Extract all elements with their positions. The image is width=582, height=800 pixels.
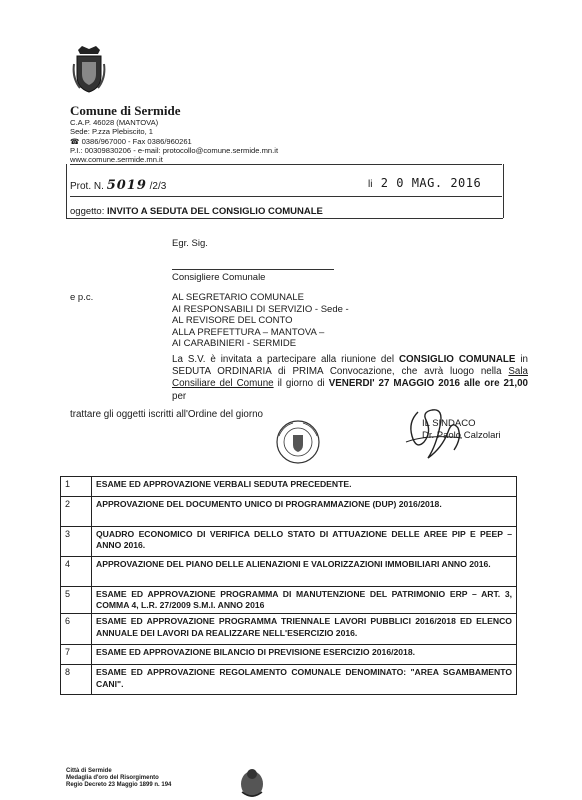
invite-underlined: Sala Consiliare del Comune [172, 366, 528, 390]
protocol-divider [70, 196, 502, 197]
address-line: www.comune.sermide.mn.it [70, 155, 163, 165]
recipient-role: Consigliere Comunale [172, 272, 266, 283]
invite-last-line: trattare gli oggetti iscritti all'Ordine del giorno [70, 409, 264, 420]
footer-line: Regio Decreto 23 Maggio 1899 n. 194 [66, 782, 172, 788]
subject-divider [66, 218, 503, 219]
agenda-row [61, 527, 517, 557]
invite-bold: CONSIGLIO COMUNALE [398, 354, 516, 365]
cc-item: AI CARABINIERI - SERMIDE [172, 338, 297, 350]
official-seal-stamp [269, 418, 327, 466]
signature-title: IL SINDACO [422, 418, 476, 429]
footer-line: Città di Sermide [66, 768, 112, 774]
agenda-item-text: ESAME ED APPROVAZIONE BILANCIO DI PREVISIONE ESERCIZIO 2016/2018. [92, 645, 517, 665]
agenda-row [61, 477, 517, 497]
agenda-number: 1 [61, 477, 92, 497]
agenda-table [60, 476, 517, 695]
comune-name: Comune di Sermide [70, 103, 181, 118]
salutation: Egr. Sig. [172, 238, 208, 249]
agenda-row [61, 665, 517, 695]
protocol-row [70, 178, 166, 193]
agenda-number: 7 [61, 645, 92, 665]
address-block [70, 118, 278, 164]
invite-text: per [172, 390, 187, 402]
invite-text: il giorno di [273, 378, 329, 390]
footer-emblem [236, 766, 268, 800]
cc-item: AL SEGRETARIO COMUNALE [172, 292, 304, 303]
agenda-item-text: APPROVAZIONE DEL PIANO DELLE ALIENAZIONI E VALORIZZAZIONI IMMOBILIARI ANNO 2016. [92, 557, 517, 587]
subject-line [70, 206, 323, 217]
agenda-number: 5 [61, 587, 92, 614]
comune-crest-logo [72, 44, 106, 94]
agenda-item-text: ESAME ED APPROVAZIONE PROGRAMMA TRIENNALE LAVORI PUBBLICI 2016/2018 ED ELENCO ANNUALE DEI LAVORI DA REALIZZARE NELL'ESERCIZIO 2016. [92, 614, 517, 645]
agenda-number: 8 [61, 665, 92, 695]
subject-label: oggetto: [70, 206, 105, 217]
agenda-item-text: QUADRO ECONOMICO DI VERIFICA DELLO STATO DI ATTUAZIONE DELLE AREE PIP E PEEP – ANNO 2016. [92, 527, 517, 557]
agenda-row [61, 557, 517, 587]
agenda-row [61, 614, 517, 645]
date-stamp [368, 176, 481, 190]
signature-block [422, 418, 501, 442]
header-divider [70, 164, 502, 165]
address-line: ☎ 0386/967000 - Fax 0386/960261 [70, 136, 192, 146]
cc-item: AL REVISORE DEL CONTO [172, 315, 293, 327]
cc-label: e p.c. [70, 292, 94, 303]
agenda-number: 6 [61, 614, 92, 645]
address-line: C.A.P. 46028 (MANTOVA) [70, 118, 159, 127]
agenda-number: 3 [61, 527, 92, 557]
agenda-number: 4 [61, 557, 92, 587]
invite-paragraph [172, 354, 528, 403]
signature-name: Dr. Paolo Calzolari [422, 430, 501, 441]
agenda-item-text: ESAME ED APPROVAZIONE REGOLAMENTO COMUNALE DENOMINATO: "AREA SGAMBAMENTO CANI". [92, 665, 517, 695]
footer-line: Medaglia d'oro del Risorgimento [66, 775, 159, 781]
invite-date-time: VENERDI' 27 MAGGIO 2016 alle ore 21,00 [328, 378, 529, 390]
address-line: P.I.: 00309830206 - e-mail: protocollo@comune.sermide.mn.it [70, 145, 279, 155]
agenda-row [61, 645, 517, 665]
recipient-name-line [172, 269, 334, 270]
cc-item: AI RESPONSABILI DI SERVIZIO - Sede - [172, 303, 349, 315]
agenda-item-text: ESAME ED APPROVAZIONE PROGRAMMA DI MANUTENZIONE DEL PATRIMONIO ERP – ART. 3, COMMA 4, L.R. 27/2009 S.M.I. ANNO 2016 [92, 587, 517, 614]
agenda-row [61, 497, 517, 527]
address-line: Sede: P.zza Plebiscito, 1 [70, 127, 154, 137]
protocol-label: Prot. N. [70, 181, 104, 192]
subject-text: INVITO A SEDUTA DEL CONSIGLIO COMUNALE [106, 206, 323, 217]
protocol-number: 5019 [106, 178, 147, 193]
agenda-row [61, 587, 517, 614]
date-prefix: li [368, 179, 373, 190]
invite-text: La S.V. è invitata a partecipare alla riunione del [172, 354, 399, 365]
agenda-item-text: APPROVAZIONE DEL DOCUMENTO UNICO DI PROGRAMMAZIONE (DUP) 2016/2018. [92, 497, 517, 527]
agenda-item-text: ESAME ED APPROVAZIONE VERBALI SEDUTA PRECEDENTE. [92, 477, 517, 497]
protocol-box-left [66, 164, 67, 218]
agenda-number: 2 [61, 497, 92, 527]
protocol-box-right [503, 164, 504, 218]
cc-list [172, 292, 349, 350]
cc-item: ALLA PREFETTURA – MANTOVA – [172, 326, 325, 338]
date-value: 2 0 MAG. 2016 [380, 176, 482, 190]
footer [66, 768, 171, 789]
protocol-suffix: /2/3 [149, 181, 167, 192]
invite-text: in SEDUTA ORDINARIA di PRIMA Convocazione, che avrà luogo nella [172, 354, 528, 378]
